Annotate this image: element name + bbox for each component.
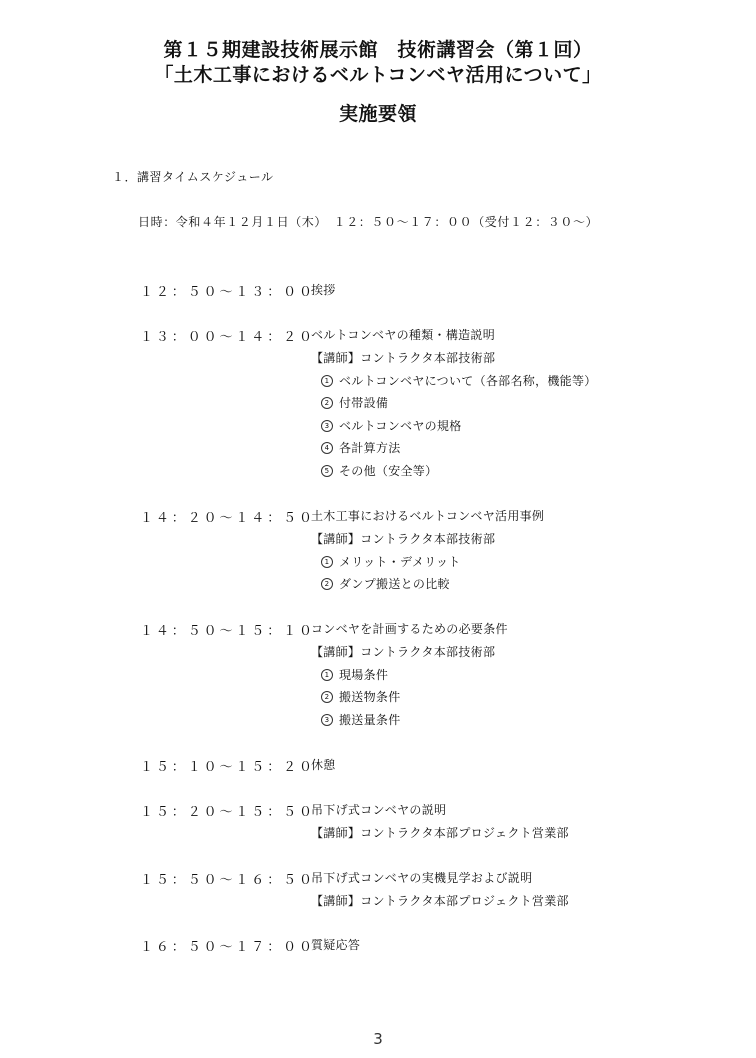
schedule-time: １３：００～１４：２０ xyxy=(140,330,315,345)
title-line-2: 「土木工事におけるベルトコンベヤ活用について」 xyxy=(154,64,602,86)
schedule-description: 吊下げ式コンベヤの説明 xyxy=(311,803,447,817)
circled-number: 4 xyxy=(321,442,333,454)
list-item xyxy=(321,711,401,728)
list-item-text: 付帯設備 xyxy=(339,396,389,410)
list-item-text: 現場条件 xyxy=(339,668,389,682)
circled-number: 2 xyxy=(321,578,333,590)
schedule-lecturer: 【講師】コントラクタ本部技術部 xyxy=(311,645,496,659)
list-item xyxy=(321,553,461,570)
schedule-time: １４：５０～１５：１０ xyxy=(140,624,315,639)
circled-number: 1 xyxy=(321,375,333,387)
list-item xyxy=(321,372,597,389)
list-item xyxy=(321,394,388,411)
schedule-time: １５：１０～１５：２０ xyxy=(140,760,315,775)
schedule-description: 吊下げ式コンベヤの実機見学および説明 xyxy=(311,871,533,885)
schedule-lecturer: 【講師】コントラクタ本部技術部 xyxy=(311,532,496,546)
schedule-time: １２：５０～１３：００ xyxy=(140,285,315,300)
list-item-text: ダンプ搬送との比較 xyxy=(339,577,450,591)
circled-number: 5 xyxy=(321,465,333,477)
schedule-time: １５：２０～１５：５０ xyxy=(140,805,315,820)
list-item-text: ベルトコンベヤについて（各部名称，機能等） xyxy=(339,374,597,388)
list-item xyxy=(321,439,401,456)
list-item xyxy=(321,666,388,683)
list-item-text: その他（安全等） xyxy=(339,464,438,478)
schedule-time: １４：２０～１４：５０ xyxy=(140,511,315,526)
list-item-text: ベルトコンベヤの規格 xyxy=(339,419,462,433)
schedule-description: コンベヤを計画するための必要条件 xyxy=(311,622,508,636)
list-item-text: 各計算方法 xyxy=(339,441,401,455)
list-item xyxy=(321,575,450,592)
circled-number: 2 xyxy=(321,397,333,409)
circled-number: 3 xyxy=(321,420,333,432)
schedule-time: １６：５０～１７：００ xyxy=(140,940,315,955)
list-item xyxy=(321,417,462,434)
list-item xyxy=(321,688,401,705)
page-number: 3 xyxy=(373,1030,383,1048)
schedule-description: ベルトコンベヤの種類・構造説明 xyxy=(311,328,496,342)
schedule-description: 質疑応答 xyxy=(311,938,361,952)
schedule-description: 挨拶 xyxy=(311,283,336,297)
title-line-1: 第１５期建設技術展示館 技術講習会（第１回） xyxy=(163,39,593,61)
schedule-lecturer: 【講師】コントラクタ本部プロジェクト営業部 xyxy=(311,894,569,908)
schedule-description: 土木工事におけるベルトコンベヤ活用事例 xyxy=(311,509,545,523)
circled-number: 1 xyxy=(321,556,333,568)
schedule-time: １５：５０～１６：５０ xyxy=(140,873,315,888)
circled-number: 2 xyxy=(321,691,333,703)
list-item-text: 搬送量条件 xyxy=(339,713,401,727)
list-item xyxy=(321,462,437,479)
circled-number: 3 xyxy=(321,714,333,726)
schedule-lecturer: 【講師】コントラクタ本部プロジェクト営業部 xyxy=(311,826,569,840)
section-heading: １．講習タイムスケジュール xyxy=(112,170,274,184)
datetime-line: 日時：令和４年１２月１日（木） １２：５０～１７：００（受付１２：３０～） xyxy=(138,215,599,229)
circled-number: 1 xyxy=(321,669,333,681)
list-item-text: メリット・デメリット xyxy=(339,555,461,569)
title-line-3: 実施要領 xyxy=(338,103,417,125)
list-item-text: 搬送物条件 xyxy=(339,690,401,704)
schedule-description: 休憩 xyxy=(311,758,336,772)
schedule-lecturer: 【講師】コントラクタ本部技術部 xyxy=(311,351,496,365)
